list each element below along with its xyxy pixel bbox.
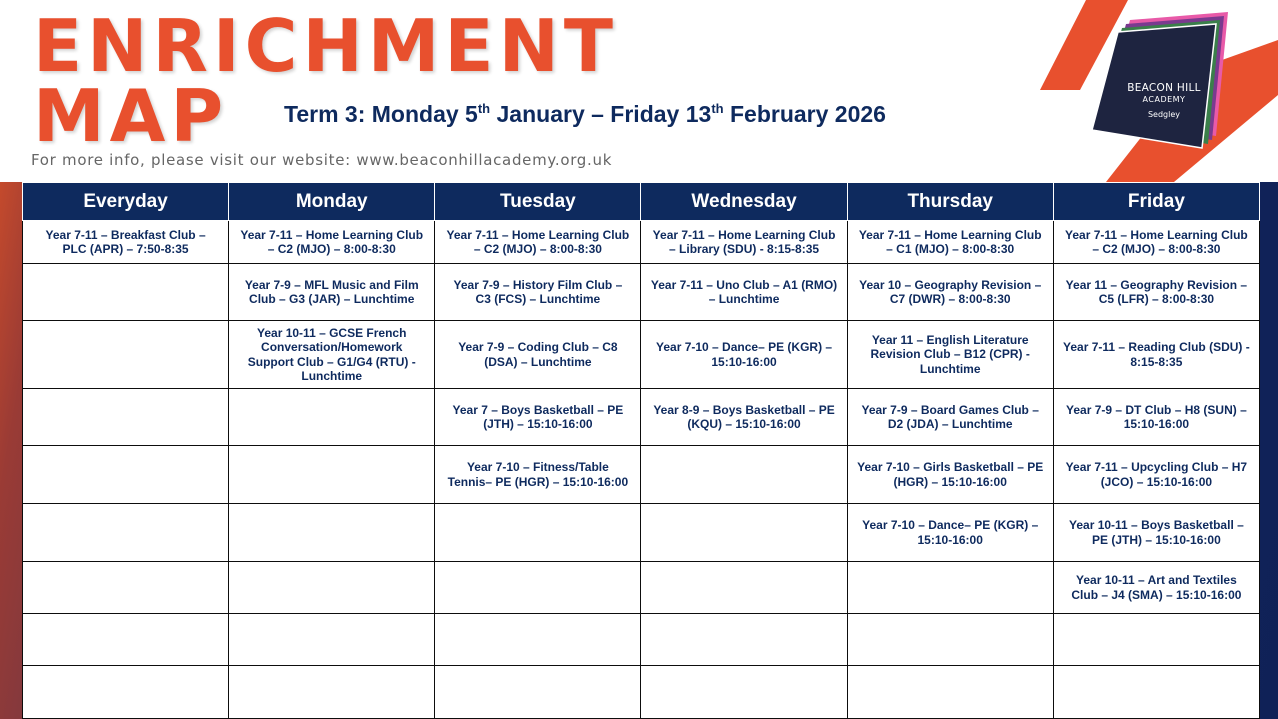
logo-subtitle: ACADEMY <box>1142 95 1186 104</box>
table-row <box>23 614 1260 666</box>
activity-cell: Year 7-11 – Upcycling Club – H7 (JCO) – 15:10-16:00 <box>1053 446 1259 504</box>
activity-cell: Year 11 – English Literature Revision Club – B12 (CPR) - Lunchtime <box>847 321 1053 389</box>
activity-cell: Year 7-11 – Home Learning Club – C2 (MJO) – 8:00-8:30 <box>435 221 641 264</box>
activity-cell: Year 7-10 – Girls Basketball – PE (HGR) – 15:10-16:00 <box>847 446 1053 504</box>
activity-cell: Year 7-11 – Reading Club (SDU) - 8:15-8:35 <box>1053 321 1259 389</box>
empty-cell <box>229 389 435 446</box>
activity-cell: Year 7-11 – Uno Club – A1 (RMO) – Lunchtime <box>641 264 847 321</box>
empty-cell <box>23 321 229 389</box>
activity-cell: Year 7-9 – History Film Club – C3 (FCS) – Lunchtime <box>435 264 641 321</box>
activity-cell: Year 7-9 – Coding Club – C8 (DSA) – Lunchtime <box>435 321 641 389</box>
activity-cell: Year 7-11 – Home Learning Club – C1 (MJO) – 8:00-8:30 <box>847 221 1053 264</box>
activity-cell: Year 11 – Geography Revision – C5 (LFR) – 8:00-8:30 <box>1053 264 1259 321</box>
table-row <box>23 562 1260 614</box>
activity-cell: Year 7-9 – DT Club – H8 (SUN) – 15:10-16:00 <box>1053 389 1259 446</box>
activity-cell: Year 7-9 – MFL Music and Film Club – G3 (JAR) – Lunchtime <box>229 264 435 321</box>
empty-cell <box>435 614 641 666</box>
empty-cell <box>229 562 435 614</box>
page-header <box>0 0 1278 182</box>
empty-cell <box>1053 666 1259 719</box>
empty-cell <box>229 666 435 719</box>
column-header-everyday: Everyday <box>23 183 229 221</box>
header-row <box>23 183 1260 221</box>
term-prefix: Term 3: Monday 5 <box>284 101 478 127</box>
empty-cell <box>641 504 847 562</box>
activity-cell: Year 7-9 – Board Games Club – D2 (JDA) – Lunchtime <box>847 389 1053 446</box>
activity-cell: Year 10-11 – Art and Textiles Club – J4 (SMA) – 15:10-16:00 <box>1053 562 1259 614</box>
empty-cell <box>229 504 435 562</box>
activity-cell: Year 7-10 – Fitness/Table Tennis– PE (HGR) – 15:10-16:00 <box>435 446 641 504</box>
activity-cell: Year 7 – Boys Basketball – PE (JTH) – 15:10-16:00 <box>435 389 641 446</box>
activity-cell: Year 7-10 – Dance– PE (KGR) – 15:10-16:00 <box>847 504 1053 562</box>
table-row <box>23 264 1260 321</box>
empty-cell <box>847 666 1053 719</box>
empty-cell <box>435 666 641 719</box>
activity-cell: Year 7-11 – Home Learning Club – C2 (MJO) – 8:00-8:30 <box>1053 221 1259 264</box>
table-row <box>23 666 1260 719</box>
page-title-line-1: ENRICHMENT <box>33 4 618 88</box>
empty-cell <box>1053 614 1259 666</box>
term-sup-2: th <box>711 101 724 116</box>
term-middle: January – Friday 13 <box>490 101 712 127</box>
logo-name: BEACON HILL <box>1127 82 1201 94</box>
activity-cell: Year 10 – Geography Revision – C7 (DWR) – 8:00-8:30 <box>847 264 1053 321</box>
activity-cell: Year 7-11 – Home Learning Club – Library (SDU) - 8:15-8:35 <box>641 221 847 264</box>
empty-cell <box>23 666 229 719</box>
column-header-tuesday: Tuesday <box>435 183 641 221</box>
timetable-body <box>23 221 1260 719</box>
term-suffix: February 2026 <box>723 101 886 127</box>
term-dates <box>284 101 886 128</box>
table-row <box>23 389 1260 446</box>
empty-cell <box>23 562 229 614</box>
empty-cell <box>23 504 229 562</box>
empty-cell <box>435 504 641 562</box>
enrichment-timetable <box>22 182 1260 719</box>
empty-cell <box>23 446 229 504</box>
empty-cell <box>23 264 229 321</box>
activity-cell: Year 10-11 – Boys Basketball – PE (JTH) – 15:10-16:00 <box>1053 504 1259 562</box>
empty-cell <box>847 614 1053 666</box>
table-row <box>23 221 1260 264</box>
page-title-line-2: MAP <box>33 74 229 158</box>
table-row <box>23 321 1260 389</box>
column-header-thursday: Thursday <box>847 183 1053 221</box>
table-row <box>23 446 1260 504</box>
activity-cell: Year 10-11 – GCSE French Conversation/Homework Support Club – G1/G4 (RTU) - Lunchtime <box>229 321 435 389</box>
term-sup-1: th <box>477 101 491 116</box>
column-header-wednesday: Wednesday <box>641 183 847 221</box>
empty-cell <box>435 562 641 614</box>
activity-cell: Year 8-9 – Boys Basketball – PE (KQU) – 15:10-16:00 <box>641 389 847 446</box>
activity-cell: Year 7-10 – Dance– PE (KGR) – 15:10-16:00 <box>641 321 847 389</box>
logo-location: Sedgley <box>1147 110 1181 119</box>
empty-cell <box>847 562 1053 614</box>
empty-cell <box>229 446 435 504</box>
column-header-friday: Friday <box>1053 183 1259 221</box>
empty-cell <box>641 666 847 719</box>
table-row <box>23 504 1260 562</box>
empty-cell <box>641 614 847 666</box>
empty-cell <box>641 562 847 614</box>
activity-cell: Year 7-11 – Breakfast Club – PLC (APR) – 7:50-8:35 <box>23 221 229 264</box>
column-header-monday: Monday <box>229 183 435 221</box>
activity-cell: Year 7-11 – Home Learning Club – C2 (MJO) – 8:00-8:30 <box>229 221 435 264</box>
empty-cell <box>229 614 435 666</box>
website-text: For more info, please visit our website: www.beaconhillacademy.org.uk <box>31 151 613 169</box>
empty-cell <box>23 389 229 446</box>
empty-cell <box>23 614 229 666</box>
empty-cell <box>641 446 847 504</box>
